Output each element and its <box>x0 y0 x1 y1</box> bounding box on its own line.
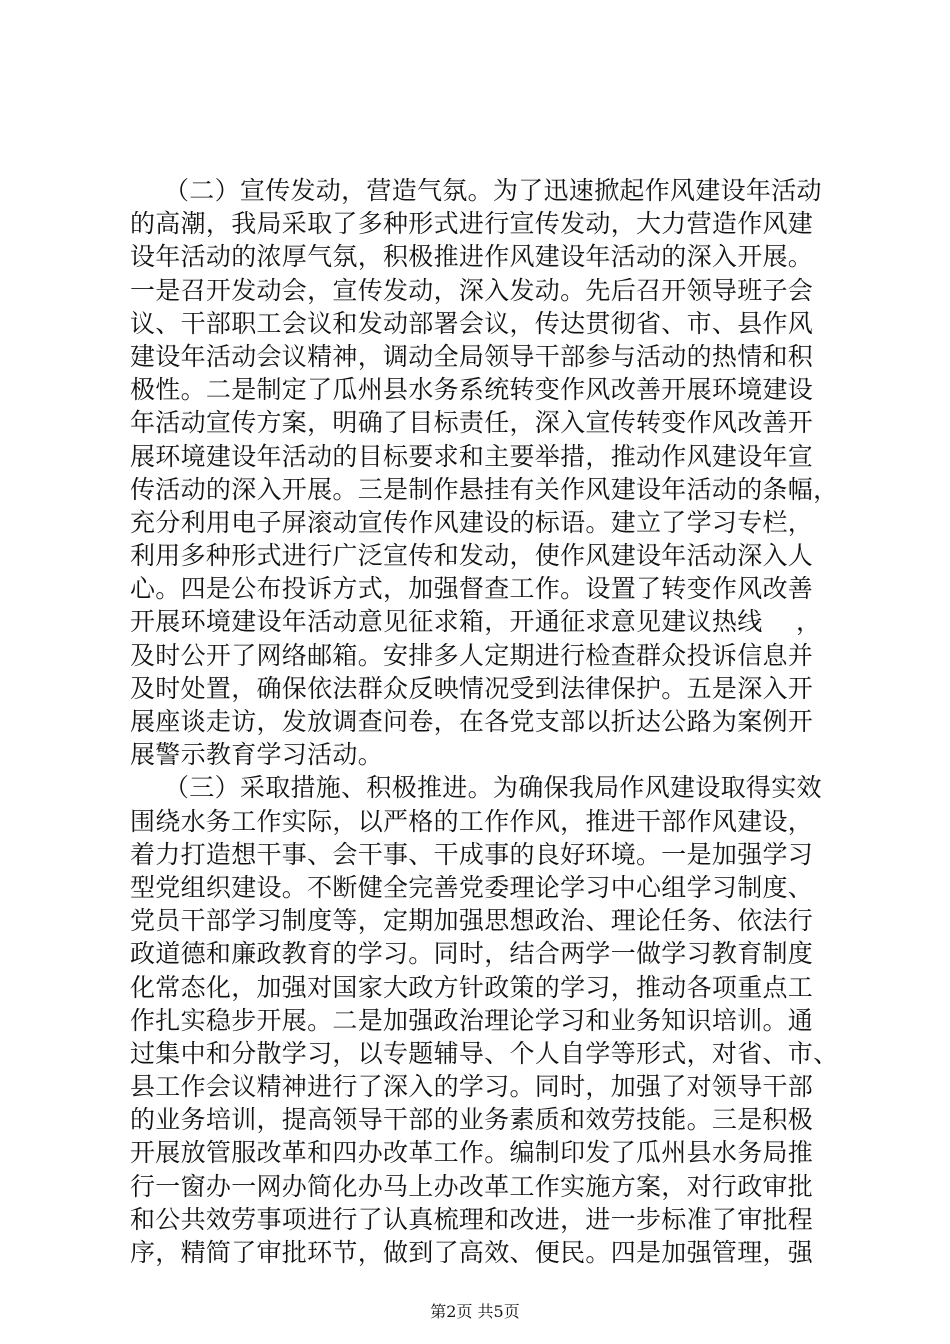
paragraph-line: 展警示教育学习活动。 <box>130 740 384 770</box>
paragraph-line: 极性。二是制定了瓜州县水务系统转变作风改善开展环境建设 <box>130 375 814 405</box>
paragraph-line: 围绕水务工作实际，以严格的工作作风，推进干部作风建设， <box>130 806 814 836</box>
paragraph-line: （三）采取措施、积极推进。为确保我局作风建设取得实效 <box>164 773 822 803</box>
paragraph-line: 化常态化，加强对国家大政方针政策的学习，推动各项重点工 <box>130 972 814 1002</box>
paragraph-line: 政道德和廉政教育的学习。同时，结合两学一做学习教育制度 <box>130 939 814 969</box>
paragraph-line: 作扎实稳步开展。二是加强政治理论学习和业务知识培训。通 <box>130 1005 814 1035</box>
page-footer <box>0 1302 950 1322</box>
paragraph-line: 一是召开发动会，宣传发动，深入发动。先后召开领导班子会 <box>130 275 814 305</box>
paragraph-line: 行一窗办一网办简化办马上办改革工作实施方案，对行政审批 <box>130 1171 814 1201</box>
paragraph-line: 及时处置，确保依法群众反映情况受到法律保护。五是深入开 <box>130 673 814 703</box>
paragraph-line: 年活动宣传方案，明确了目标责任，深入宣传转变作风改善开 <box>130 408 814 438</box>
paragraph-line: 开展环境建设年活动意见征求箱，开通征求意见建议热线 ， <box>130 607 822 637</box>
paragraph-line: 序，精简了审批环节，做到了高效、便民。四是加强管理，强 <box>130 1238 814 1267</box>
paragraph-line: 过集中和分散学习，以专题辅导、个人自学等形式，对省、市、 <box>130 1038 839 1068</box>
paragraph-line: 和公共效劳事项进行了认真梳理和改进，进一步标准了审批程 <box>130 1204 814 1234</box>
paragraph-line: 传活动的深入开展。三是制作悬挂有关作风建设年活动的条幅， <box>130 474 839 504</box>
paragraph-line: 利用多种形式进行广泛宣传和发动，使作风建设年活动深入人 <box>130 541 814 571</box>
paragraph-line: 县工作会议精神进行了深入的学习。同时，加强了对领导干部 <box>130 1072 814 1102</box>
paragraph-line: 党员干部学习制度等，定期加强思想政治、理论任务、依法行 <box>130 906 814 936</box>
paragraph-line: 开展放管服改革和四办改革工作。编制印发了瓜州县水务局推 <box>130 1138 814 1168</box>
page-number-label: 第2页 共5页 <box>430 1302 520 1321</box>
paragraph-line: 的高潮，我局采取了多种形式进行宣传发动，大力营造作风建 <box>130 209 814 239</box>
paragraph-line: （二）宣传发动，营造气氛。为了迅速掀起作风建设年活动 <box>164 176 822 205</box>
paragraph-line: 议、干部职工会议和发动部署会议，传达贯彻省、市、县作风 <box>130 308 814 338</box>
document-body <box>130 174 839 1269</box>
paragraph-line: 展环境建设年活动的目标要求和主要举措，推动作风建设年宣 <box>130 441 814 471</box>
paragraph-line: 型党组织建设。不断健全完善党委理论学习中心组学习制度、 <box>130 872 814 902</box>
paragraph-line: 建设年活动会议精神，调动全局领导干部参与活动的热情和积 <box>130 341 814 371</box>
paragraph-line: 设年活动的浓厚气氛，积极推进作风建设年活动的深入开展。 <box>130 242 814 272</box>
paragraph-line: 及时公开了网络邮箱。安排多人定期进行检查群众投诉信息并 <box>130 640 814 670</box>
paragraph-line: 充分利用电子屏滚动宣传作风建设的标语。建立了学习专栏， <box>130 507 814 537</box>
paragraph-line: 心。四是公布投诉方式，加强督查工作。设置了转变作风改善 <box>130 574 814 604</box>
paragraph-line: 着力打造想干事、会干事、干成事的良好环境。一是加强学习 <box>130 839 814 869</box>
paragraph-line: 的业务培训，提高领导干部的业务素质和效劳技能。三是积极 <box>130 1105 814 1135</box>
paragraph-line: 展座谈走访，发放调查问卷，在各党支部以折达公路为案例开 <box>130 707 814 736</box>
